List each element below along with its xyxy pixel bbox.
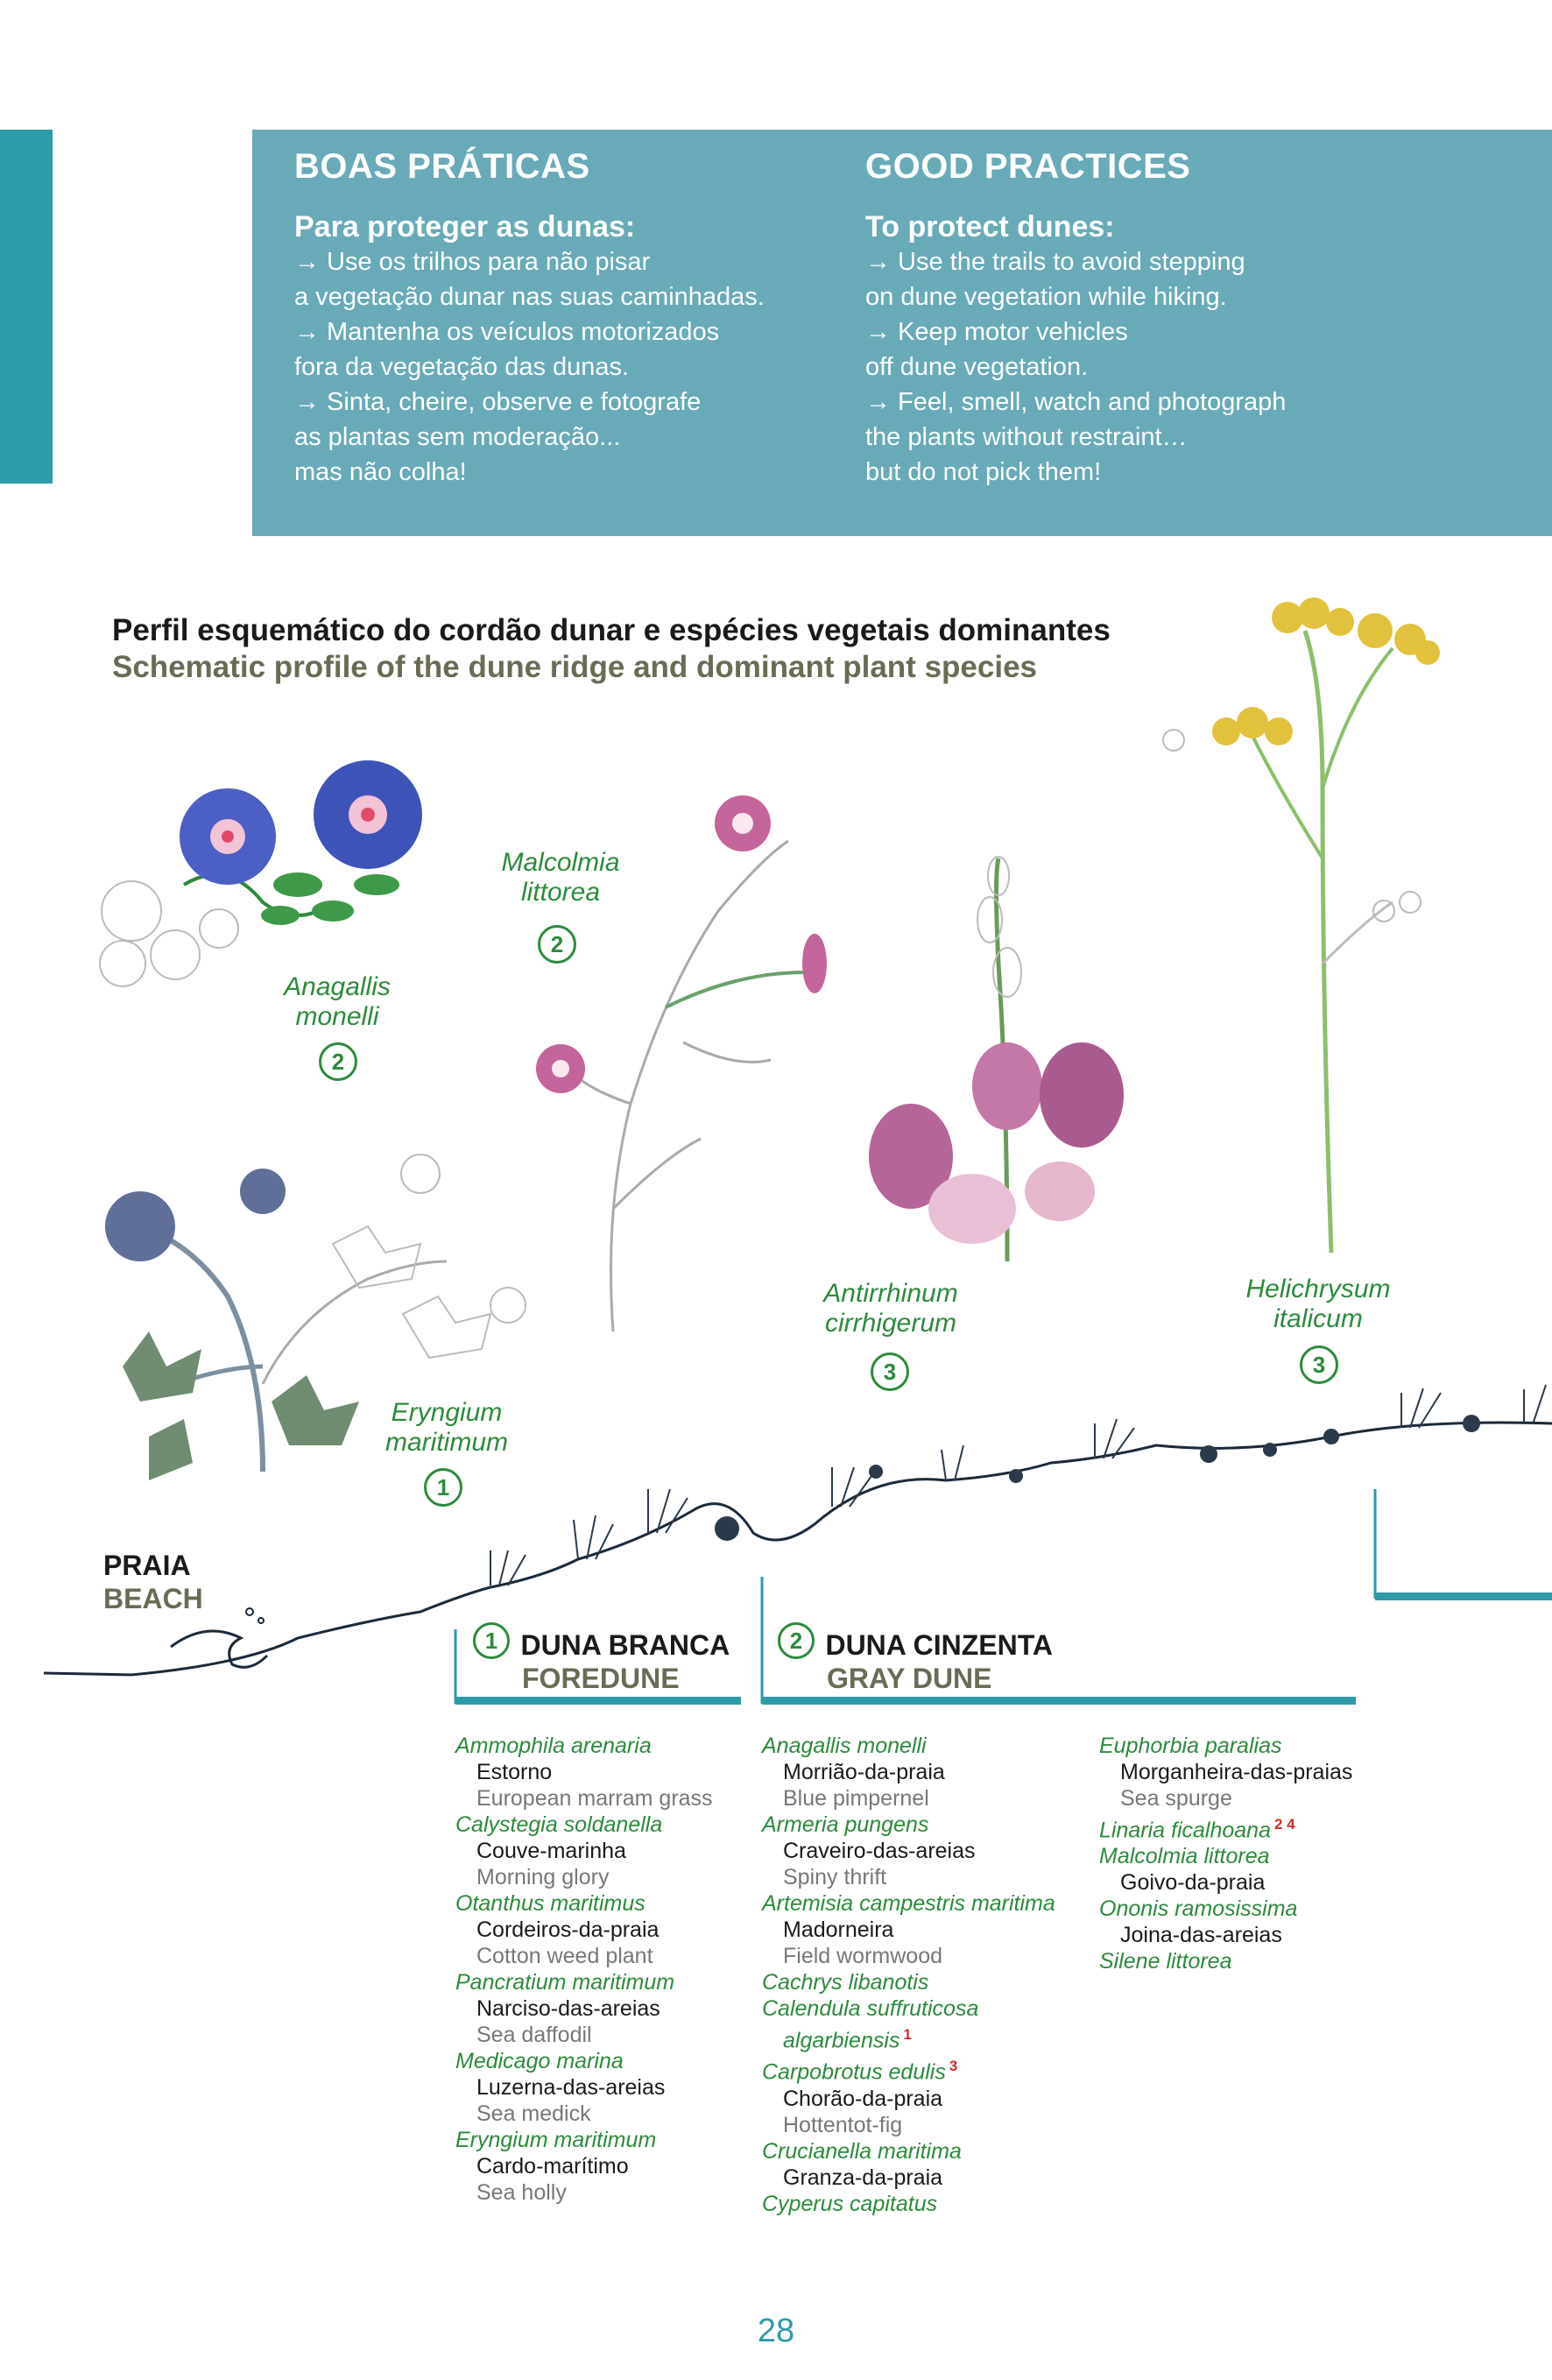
practices-en-heading: GOOD PRACTICES xyxy=(865,147,1191,186)
species-entry: Silene littorea xyxy=(1099,1949,1232,1974)
plant-label-helichrysum: Helichrysum italicum xyxy=(1245,1275,1391,1333)
foredune-en: FOREDUNE xyxy=(522,1662,680,1694)
footnote-mark: 3 xyxy=(949,2058,958,2075)
species-entry: Pancratium maritimum Narciso-das-areias Sea daffodil xyxy=(455,1970,675,2047)
plant-label-malcolmia: Malcolmia littorea xyxy=(501,848,620,907)
plant-label-anagallis: Anagallis monelli xyxy=(284,972,391,1031)
practices-en-subheading: To protect dunes: xyxy=(865,210,1115,244)
zone-number-antirrhinum: 3 xyxy=(871,1352,909,1391)
page-number: 28 xyxy=(757,2313,795,2349)
antirrhinum-illustration xyxy=(869,857,1124,1261)
zone-number-anagallis: 2 xyxy=(319,1042,357,1081)
graydune-underline xyxy=(762,1697,1356,1705)
footnote-mark: 1 xyxy=(903,2026,912,2043)
species-entry: Cachrys libanotis xyxy=(762,1970,929,1995)
practices-pt-line: fora da vegetação das dunas. xyxy=(294,353,630,381)
species-entry: Carpobrotus edulis $^3$ Chorão-da-praia Hottentot-fig xyxy=(762,2058,958,2137)
practices-en-line: off dune vegetation. xyxy=(865,353,1089,381)
anagallis-illustration xyxy=(100,760,422,986)
species-entry: Euphorbia paralias Morganheira-das-praias Sea spurge xyxy=(1099,1734,1353,1811)
foredune-number: 1 xyxy=(473,1622,510,1659)
graydune-pt: DUNA CINZENTA xyxy=(825,1628,1053,1661)
practices-pt-heading: BOAS PRÁTICAS xyxy=(294,147,590,186)
zone-number-helichrysum: 3 xyxy=(1300,1345,1338,1384)
practices-en-line: → Keep motor vehicles xyxy=(865,318,1128,346)
species-entry: Crucianella maritima Granza-da-praia xyxy=(762,2138,962,2190)
foredune-species-list xyxy=(455,1733,753,2206)
practices-pt-subheading: Para proteger as dunas: xyxy=(294,210,636,244)
species-entry: Eryngium maritimum Cardo-marítimo Sea holly xyxy=(455,2128,657,2205)
profile-title-en: Schematic profile of the dune ridge and dominant plant species xyxy=(112,650,1037,684)
species-entry: Linaria ficalhoana $^{2 4}$ xyxy=(1099,1816,1295,1843)
species-entry: Anagallis monelli Morrião-da-praia Blue pimpernel xyxy=(762,1734,945,1811)
graydune-species-list-2 xyxy=(1099,1733,1397,1974)
practices-pt-line: → Use os trilhos para não pisar xyxy=(294,248,651,276)
species-entry: Ononis ramosissima Joina-das-areias xyxy=(1099,1896,1298,1948)
profile-title-pt: Perfil esquemático do cordão dunar e espécies vegetais dominantes xyxy=(112,613,1111,647)
graydune-number: 2 xyxy=(778,1622,815,1659)
practices-en-line: → Feel, smell, watch and photograph xyxy=(865,388,1287,416)
species-entry: Artemisia campestris maritima Madorneira Field wormwood xyxy=(762,1891,1055,1968)
foredune-pt: DUNA BRANCA xyxy=(520,1628,730,1661)
foredune-underline xyxy=(455,1697,741,1705)
graydune-species-list-1 xyxy=(762,1733,1095,2217)
species-entry: Calystegia soldanella Couve-marinha Morning glory xyxy=(455,1812,663,1889)
species-entry: Ammophila arenaria Estorno European marram grass xyxy=(455,1734,713,1811)
practices-pt-line: mas não colha! xyxy=(294,458,467,486)
practices-en-line: but do not pick them! xyxy=(865,458,1102,486)
species-entry: Cyperus capitatus xyxy=(762,2191,938,2216)
practices-pt-line: a vegetação dunar nas suas caminhadas. xyxy=(294,283,765,311)
practices-pt-line: as plantas sem moderação... xyxy=(294,423,621,451)
plant-label-eryngium: Eryngium maritimum xyxy=(385,1398,508,1457)
graydune-en: GRAY DUNE xyxy=(827,1662,992,1694)
helichrysum-illustration xyxy=(1163,597,1440,1253)
practices-en-line: the plants without restraint… xyxy=(865,423,1188,451)
footnote-mark: 2 4 xyxy=(1273,1816,1295,1833)
practices-en-line: → Use the trails to avoid stepping xyxy=(865,248,1245,276)
zone-number-eryngium: 1 xyxy=(424,1468,462,1507)
species-entry: Calendula suffruticosa algarbiensis $^1$ xyxy=(762,1996,979,2053)
zone-number-malcolmia: 2 xyxy=(538,925,576,964)
species-entry: Medicago marina Luzerna-das-areias Sea medick xyxy=(455,2049,666,2126)
plant-label-antirrhinum: Antirrhinum cirrhigerum xyxy=(823,1279,958,1338)
beach-label: PRAIA BEACH xyxy=(103,1550,203,1614)
practices-pt-line: → Sinta, cheire, observe e fotografe xyxy=(294,388,702,416)
practices-pt-line: → Mantenha os veículos motorizados xyxy=(294,318,720,346)
species-entry: Armeria pungens Craveiro-das-areias Spiny thrift xyxy=(762,1812,976,1889)
practices-en-line: on dune vegetation while hiking. xyxy=(865,283,1227,311)
species-entry: Otanthus maritimus Cordeiros-da-praia Cotton weed plant xyxy=(455,1891,660,1968)
species-entry: Malcolmia littorea Goivo-da-praia xyxy=(1099,1844,1270,1896)
graydune-label xyxy=(778,1622,1053,1695)
foredune-label xyxy=(473,1622,730,1695)
